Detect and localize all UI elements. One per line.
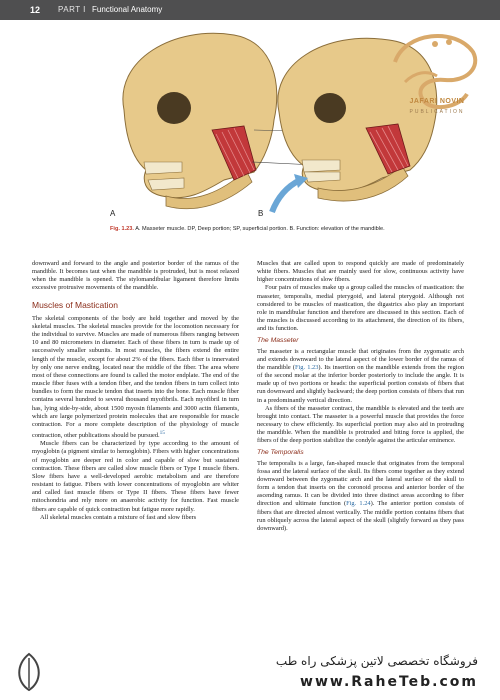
right-column bbox=[257, 260, 464, 533]
figure-caption bbox=[110, 225, 400, 233]
elevation-arrow-icon bbox=[272, 180, 300, 212]
paragraph: Muscle fibers can be characterized by type according to the amount of myoglobin (a pigment similar to hemoglobin). Fibers with higher concentrations of myoglobin are deeper red in color and capable of slow but sustained contraction. These fibers are called slow muscle fibers or Type I muscle fibers. Slow fibers have a well-developed aerobic metabolism and are therefore resistant to fatigue. Fibers with lower concentrations of myoglobin are whiter and called fast muscle fibers or Type II fibers. These fibers have fewer mitochondria and rely more on anaerobic activity for function. Fast muscle fibers are capable of quick contraction but fatigue more rapidly. bbox=[32, 440, 239, 513]
figure-link[interactable]: Fig. 1.24 bbox=[346, 500, 371, 508]
publisher-name: JAFARI NOVIN bbox=[409, 98, 465, 105]
paragraph bbox=[257, 460, 464, 533]
publisher-sub: PUBLICATION bbox=[409, 109, 465, 115]
leaf-icon bbox=[14, 652, 44, 692]
caption-text: A. Masseter muscle. DP, Deep portion; SP, superficial portion. B. Function: elevation of the mandible. bbox=[135, 226, 385, 232]
skull-a bbox=[123, 33, 277, 208]
paragraph: All skeletal muscles contain a mixture of fast and slow fibers bbox=[40, 513, 197, 521]
caption-number: Fig. 1.23. bbox=[110, 226, 134, 232]
footer-url[interactable]: www.RaheTeb.com bbox=[300, 674, 478, 690]
footer-store-name: فروشگاه تخصصی لاتین پزشکی راه طب bbox=[275, 654, 478, 668]
paragraph bbox=[32, 315, 239, 440]
paragraph: As fibers of the masseter contract, the mandible is elevated and the teeth are brought into contact. The masseter is a powerful muscle that provides the force necessary to chew efficiently. Its superficial portion may also aid in protruding the mandible. When the mandible is protruded and biting force is applied, the fibers of the deep portion stabilize the condyle against the articular eminence. bbox=[257, 404, 464, 445]
panel-a-label: A bbox=[110, 209, 116, 218]
chapter-title: Functional Anatomy bbox=[92, 5, 163, 14]
left-column bbox=[32, 260, 239, 522]
paragraph: downward and forward to the angle and posterior border of the ramus of the mandible. It becomes taut when the mandible is protruded, but is most relaxed when the mandible is opened. The stylomandibular ligament therefore limits excessive protrusive movements of the mandible. bbox=[32, 260, 239, 292]
section-heading: Muscles of Mastication bbox=[32, 299, 118, 310]
figure-link[interactable]: Fig. 1.23 bbox=[294, 363, 319, 371]
subsection-heading: The Masseter bbox=[257, 337, 299, 345]
page-number: 12 bbox=[30, 5, 41, 15]
paragraph bbox=[257, 348, 464, 405]
paragraph-text: The skeletal components of the body are held together and moved by the skeletal muscles. The skeletal muscles provide for the locomotion necessary for the individual to survive. Muscles are made of numerous fibers ranging between 10 and 80 micrometers in diameter. Each of these fibers in turn is made up of successively smaller subunits. In most muscles, the fibers extend the entire length of the muscle, except for about 2% of the fibers. Each fiber is innervated by only one nerve ending, located near the middle of the fiber. The area where most of these connections are found is called the motor endplate. The end of the muscle fiber fuses with a tendon fiber, and the tendon fibers in turn collect into bundles to form the muscle tendon that inserts into the bone. Each muscle fiber contains several hundred to several thousand myofibrils. Each myofibril in turn has, lying side-by-side, about 1500 myosin filaments and 3000 actin filaments, which are large polymerized protein molecules that are responsible for muscle contraction. For a more complete description of the physiology of muscle contraction, other publications should be pursued. bbox=[32, 314, 239, 440]
subsection-heading: The Temporalis bbox=[257, 449, 304, 457]
paragraph-text: ). Its insertion on the mandible extends from the region of the second molar at the inferior border posteriorly to include the angle. It is made up of two portions or heads: the superficial portion consists of fibers that run downward and slightly backward; the deep portion consists of fibers that run in a predominantly vertical direction. bbox=[257, 363, 465, 404]
paragraph-text: ). The anterior portion consists of fibers that are directed almost vertically. The middle portion contains fibers that run obliquely across the lateral aspect of the skull (slightly forward as they pass downward). bbox=[257, 500, 464, 532]
paragraph: Four pairs of muscles make up a group called the muscles of mastication: the masseter, temporalis, medial pterygoid, and lateral pterygoid. Although not considered to be muscles of mastication, the digastrics also play an important role in mandibular function and therefore are discussed in this section. Each of the muscles is discussed according to its attachment, the direction of its fibers, and its function. bbox=[257, 284, 464, 333]
paragraph-text: The masseter is a rectangular muscle that originates from the zygomatic arch and extends downward to the lateral aspect of the lower border of the ramus of the mandible ( bbox=[257, 347, 464, 371]
paragraph-text: The temporalis is a large, fan-shaped muscle that originates from the temporal fossa and the lateral surface of the skull. Its fibers come together as they extend downward between the zygomatic arch and the lateral surface of the skull to form a tendon that inserts on the coronoid process and anterior border of the ascending ramus. It can be divided into three distinct areas according to fiber direction and ultimate function ( bbox=[257, 459, 464, 508]
publisher-logo bbox=[375, 22, 493, 137]
part-label: PART I bbox=[58, 5, 86, 14]
reference-link[interactable]: 15 bbox=[159, 429, 165, 436]
paragraph: Muscles that are called upon to respond quickly are made of predominately white fibers. Muscles that are mainly used for slow, continuous activity have higher concentrations of slow fibers. bbox=[257, 260, 464, 284]
panel-b-label: B bbox=[258, 209, 264, 218]
